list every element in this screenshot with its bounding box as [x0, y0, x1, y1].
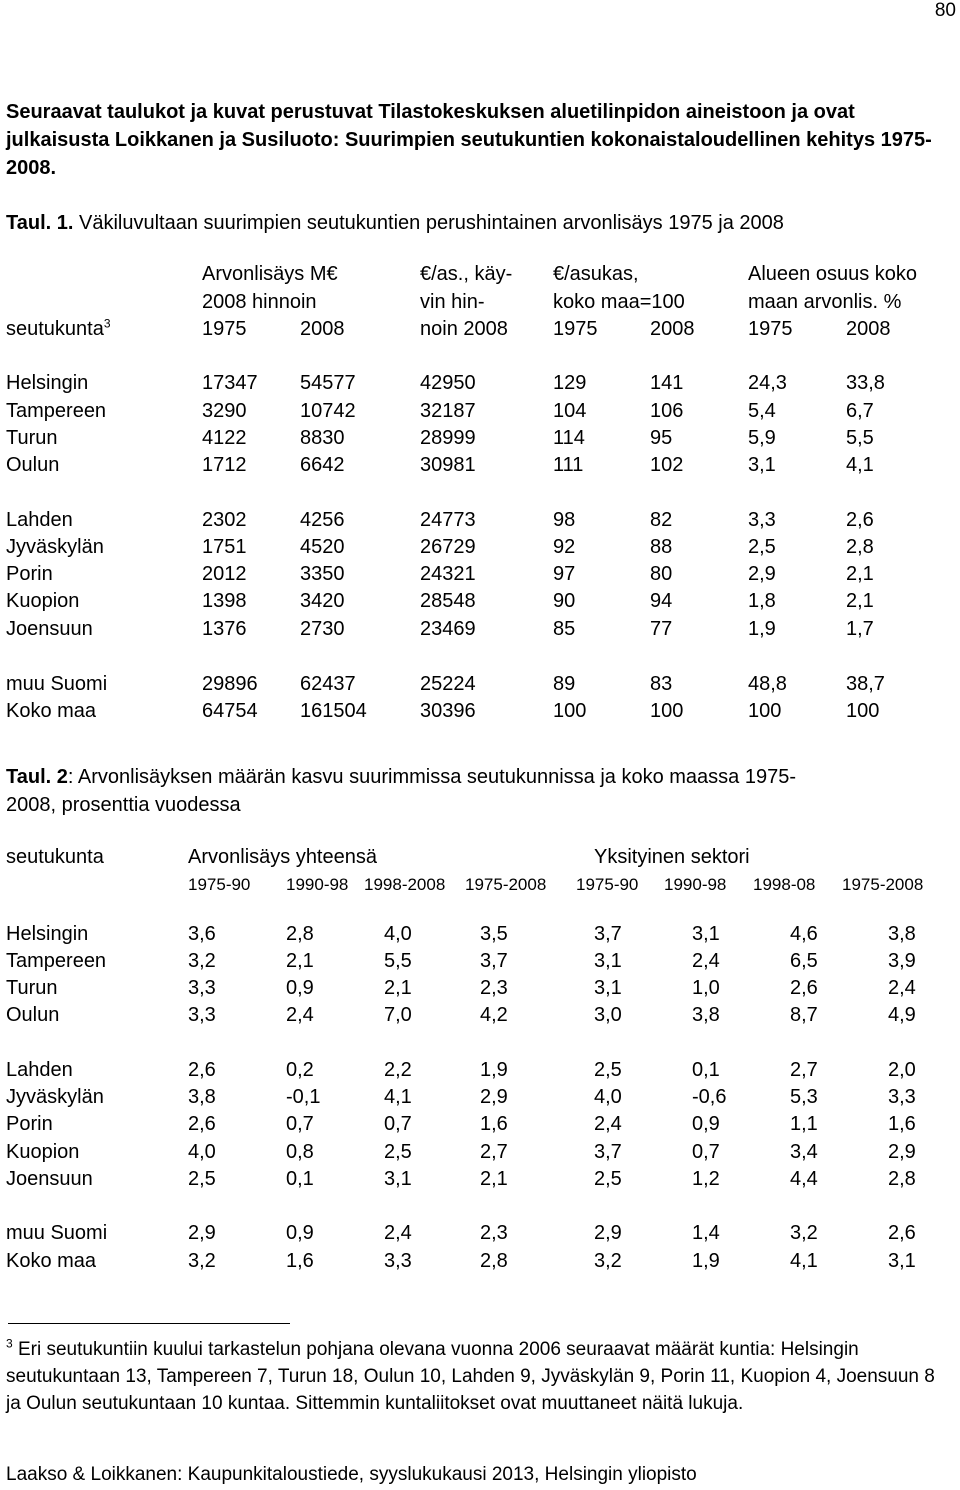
- t2-cell: 0,9: [286, 1222, 314, 1244]
- t1-cell: 4,1: [846, 454, 874, 476]
- t1-cell: 114: [553, 427, 585, 449]
- t1-cell: 129: [553, 372, 587, 394]
- t1-cell: 17347: [202, 372, 258, 394]
- t2-cell: 2,4: [384, 1222, 412, 1244]
- t2-cell: 2,3: [480, 977, 508, 999]
- t1-h-arvo-y2: 2008: [300, 318, 345, 340]
- t1-cell: 42950: [420, 372, 476, 394]
- t2-cell: 0,8: [286, 1141, 314, 1163]
- t1-row-label: Jyväskylän: [6, 536, 104, 558]
- t2-cell: 5,5: [384, 950, 412, 972]
- t1-h-as-2: vin hin-: [420, 291, 485, 313]
- t2-cell: 3,9: [888, 950, 916, 972]
- table2-caption-text: : Arvonlisäyksen määrän kasvu suurimmissa seutukunnissa ja koko maassa 1975-: [67, 766, 796, 788]
- t2-row-label: Porin: [6, 1113, 53, 1135]
- t1-cell: 1712: [202, 454, 247, 476]
- t2-cell: 2,6: [188, 1113, 216, 1135]
- t1-cell: 26729: [420, 536, 476, 558]
- t1-cell: 104: [553, 400, 587, 422]
- t2-cell: 4,0: [594, 1086, 622, 1108]
- t2-cell: 2,6: [188, 1059, 216, 1081]
- t2-cell: 2,6: [790, 977, 818, 999]
- t1-cell: 38,7: [846, 673, 885, 695]
- t2-cell: 3,3: [188, 1004, 216, 1026]
- t2-row-label: muu Suomi: [6, 1222, 108, 1244]
- t2-cell: 0,7: [384, 1113, 412, 1135]
- t1-cell: 24,3: [748, 372, 787, 394]
- t1-h-arvo-y1: 1975: [202, 318, 247, 340]
- t2-cell: 2,9: [594, 1222, 622, 1244]
- t2-cell: 2,9: [888, 1141, 916, 1163]
- t2-cell: 4,0: [384, 923, 412, 945]
- t1-cell: 1,9: [748, 618, 776, 640]
- t1-row-label: muu Suomi: [6, 673, 108, 695]
- t2-row-label: Kuopion: [6, 1141, 80, 1163]
- t2-cell: 2,5: [188, 1168, 216, 1190]
- t1-cell: 10742: [300, 400, 356, 422]
- t1-cell: 2,5: [748, 536, 776, 558]
- t1-cell: 1,7: [846, 618, 874, 640]
- t2-row-label: Oulun: [6, 1004, 60, 1026]
- t2-cell: 2,9: [188, 1222, 216, 1244]
- t2-cell: 3,7: [594, 923, 622, 945]
- t1-h-asukas-1: €/asukas,: [553, 263, 639, 285]
- t1-cell: 94: [650, 590, 673, 612]
- t1-cell: 25224: [420, 673, 476, 695]
- t2-cell: 2,7: [480, 1141, 508, 1163]
- t2-cell: 3,1: [384, 1168, 412, 1190]
- t1-h-as-3: noin 2008: [420, 318, 508, 340]
- t1-cell: 5,9: [748, 427, 776, 449]
- t2-row-label: Turun: [6, 977, 58, 999]
- t1-cell: 92: [553, 536, 576, 558]
- t1-cell: 2,1: [846, 563, 874, 585]
- t1-cell: 88: [650, 536, 673, 558]
- t2-period-label: 1998-08: [753, 875, 816, 894]
- t2-cell: 3,3: [384, 1250, 412, 1272]
- t1-row-label: Joensuun: [6, 618, 93, 640]
- t2-cell: 2,4: [286, 1004, 314, 1026]
- t2-cell: 1,6: [480, 1113, 508, 1135]
- table1-caption-text: Väkiluvultaan suurimpien seutukuntien perushintainen arvonlisäys 1975 ja 2008: [73, 212, 784, 234]
- t2-cell: 2,3: [480, 1222, 508, 1244]
- t2-h-group2: Yksityinen sektori: [594, 846, 750, 868]
- t1-cell: 24321: [420, 563, 476, 585]
- t2-cell: 3,2: [790, 1222, 818, 1244]
- t1-cell: 3290: [202, 400, 247, 422]
- t2-cell: 4,4: [790, 1168, 818, 1190]
- table2-caption-label: Taul. 2: [6, 766, 68, 788]
- t1-cell: 3,3: [748, 509, 776, 531]
- t1-cell: 80: [650, 563, 673, 585]
- t2-cell: 0,2: [286, 1059, 314, 1081]
- t1-cell: 1,8: [748, 590, 776, 612]
- t2-cell: 0,7: [692, 1141, 720, 1163]
- t1-cell: 100: [553, 700, 587, 722]
- t2-cell: 3,1: [594, 977, 622, 999]
- t1-cell: 1376: [202, 618, 247, 640]
- t2-cell: 3,8: [188, 1086, 216, 1108]
- t2-row-label: Lahden: [6, 1059, 73, 1081]
- t1-cell: 5,5: [846, 427, 874, 449]
- t2-cell: 2,1: [480, 1168, 508, 1190]
- t1-h-arvo-1: Arvonlisäys M€: [202, 263, 338, 285]
- t1-cell: 6,7: [846, 400, 874, 422]
- t2-cell: 2,8: [888, 1168, 916, 1190]
- t2-cell: 5,3: [790, 1086, 818, 1108]
- t2-period-label: 1990-98: [664, 875, 727, 894]
- t1-cell: 2730: [300, 618, 345, 640]
- t1-cell: 2,6: [846, 509, 874, 531]
- t2-cell: 1,1: [790, 1113, 818, 1135]
- t2-cell: 1,6: [888, 1113, 916, 1135]
- t2-row-label: Helsingin: [6, 923, 89, 945]
- t1-h-footnote-mark: 3: [103, 316, 111, 331]
- t1-cell: 100: [846, 700, 880, 722]
- t2-cell: 2,6: [888, 1222, 916, 1244]
- t2-cell: 6,5: [790, 950, 818, 972]
- t1-cell: 28999: [420, 427, 476, 449]
- t2-cell: 1,2: [692, 1168, 720, 1190]
- t1-row-label: Tampereen: [6, 400, 107, 422]
- t1-h-osuus-1: Alueen osuus koko: [748, 263, 918, 285]
- t1-cell: 2302: [202, 509, 247, 531]
- t1-cell: 85: [553, 618, 576, 640]
- t2-cell: 3,7: [594, 1141, 622, 1163]
- t2-cell: 0,9: [286, 977, 314, 999]
- t1-cell: 6642: [300, 454, 345, 476]
- t1-cell: 97: [553, 563, 576, 585]
- t2-cell: 3,5: [480, 923, 508, 945]
- t1-cell: 4520: [300, 536, 345, 558]
- t2-cell: 2,8: [480, 1250, 508, 1272]
- t2-cell: 3,8: [888, 923, 916, 945]
- t1-cell: 64754: [202, 700, 258, 722]
- t2-cell: 0,1: [692, 1059, 720, 1081]
- t1-cell: 2012: [202, 563, 247, 585]
- t1-cell: 48,8: [748, 673, 787, 695]
- t1-cell: 28548: [420, 590, 476, 612]
- t1-cell: 2,8: [846, 536, 874, 558]
- t2-cell: 1,9: [480, 1059, 508, 1081]
- t2-cell: 1,9: [692, 1250, 720, 1272]
- t2-cell: 3,3: [888, 1086, 916, 1108]
- t2-cell: 2,1: [384, 977, 412, 999]
- t2-cell: 3,1: [594, 950, 622, 972]
- table2-caption: [6, 763, 796, 791]
- t2-period-label: 1990-98: [286, 875, 349, 894]
- t1-cell: 95: [650, 427, 673, 449]
- t1-cell: 161504: [300, 700, 367, 722]
- t1-cell: 4256: [300, 509, 345, 531]
- source-line: Laakso & Loikkanen: Kaupunkitaloustiede, syyslukukausi 2013, Helsingin yliopisto: [6, 1464, 697, 1485]
- t2-cell: 4,2: [480, 1004, 508, 1026]
- t2-cell: 3,6: [188, 923, 216, 945]
- t1-cell: 5,4: [748, 400, 776, 422]
- t1-cell: 89: [553, 673, 576, 695]
- t2-cell: 4,9: [888, 1004, 916, 1026]
- t2-cell: 7,0: [384, 1004, 412, 1026]
- t2-cell: 1,0: [692, 977, 720, 999]
- t1-cell: 77: [650, 618, 673, 640]
- t2-cell: 8,7: [790, 1004, 818, 1026]
- t1-cell: 4122: [202, 427, 247, 449]
- t2-cell: 0,7: [286, 1113, 314, 1135]
- t1-row-label: Oulun: [6, 454, 60, 476]
- t2-row-label: Joensuun: [6, 1168, 93, 1190]
- footnote-mark: 3: [6, 1336, 13, 1351]
- t1-h-osuus-y1: 1975: [748, 318, 793, 340]
- t1-cell: 82: [650, 509, 673, 531]
- footnote-rule: [8, 1323, 290, 1324]
- t1-cell: 30396: [420, 700, 476, 722]
- t2-cell: 2,4: [692, 950, 720, 972]
- t1-cell: 2,1: [846, 590, 874, 612]
- t1-row-label: Kuopion: [6, 590, 80, 612]
- t2-cell: 3,1: [888, 1250, 916, 1272]
- footnote: [6, 1336, 952, 1417]
- t2-period-label: 1975-90: [188, 875, 251, 894]
- t2-cell: 1,4: [692, 1222, 720, 1244]
- t2-period-label: 1998-2008: [364, 875, 446, 894]
- t2-cell: 2,2: [384, 1059, 412, 1081]
- t1-cell: 3350: [300, 563, 345, 585]
- t2-h-row-label: seutukunta: [6, 846, 104, 868]
- t1-cell: 106: [650, 400, 684, 422]
- t2-cell: 3,2: [188, 1250, 216, 1272]
- t1-row-label: Koko maa: [6, 700, 97, 722]
- t1-cell: 1398: [202, 590, 247, 612]
- t2-cell: 2,4: [594, 1113, 622, 1135]
- t1-row-label: Porin: [6, 563, 53, 585]
- footnote-text: Eri seutukuntiin kuului tarkastelun pohjana olevana vuonna 2006 seuraavat määrät kuntia: Helsingin seutukuntaan 13, Tampereen 7, Turun 18, Oulun 10, Lahden 9, Jyväskylän 9, Porin 11, Kuopion 4, Joensuun 8 ja Oulun seutukuntaan 10 kuntaa. Sittemmin kuntaliitokset ovat muuttaneet näitä lukuja.: [6, 1339, 935, 1414]
- t1-row-label: Turun: [6, 427, 58, 449]
- t2-cell: 3,3: [188, 977, 216, 999]
- t1-h-as-1: €/as., käy-: [420, 263, 513, 285]
- t1-h-asukas-2: koko maa=100: [553, 291, 685, 313]
- t1-h-row-label: [6, 318, 111, 341]
- t2-h-group1: Arvonlisäys yhteensä: [188, 846, 377, 868]
- t1-cell: 24773: [420, 509, 476, 531]
- t1-cell: 2,9: [748, 563, 776, 585]
- t2-cell: 4,1: [384, 1086, 412, 1108]
- t1-cell: 141: [650, 372, 684, 394]
- t2-cell: 3,7: [480, 950, 508, 972]
- t1-cell: 111: [553, 454, 584, 476]
- page-number: 80: [934, 0, 956, 21]
- t1-cell: 3,1: [748, 454, 776, 476]
- t1-cell: 100: [748, 700, 782, 722]
- t2-cell: 1,6: [286, 1250, 314, 1272]
- t1-cell: 32187: [420, 400, 476, 422]
- t2-cell: 0,9: [692, 1113, 720, 1135]
- t2-period-label: 1975-2008: [465, 875, 547, 894]
- t2-row-label: Tampereen: [6, 950, 107, 972]
- t2-cell: 3,8: [692, 1004, 720, 1026]
- t2-cell: 2,8: [286, 923, 314, 945]
- t1-cell: 102: [650, 454, 684, 476]
- t1-cell: 83: [650, 673, 673, 695]
- t2-cell: 4,0: [188, 1141, 216, 1163]
- t2-cell: 3,0: [594, 1004, 622, 1026]
- t1-cell: 1751: [202, 536, 247, 558]
- t1-cell: 62437: [300, 673, 356, 695]
- t2-cell: 2,5: [384, 1141, 412, 1163]
- t1-h-arvo-2: 2008 hinnoin: [202, 291, 317, 313]
- t2-cell: 4,6: [790, 923, 818, 945]
- t1-cell: 98: [553, 509, 576, 531]
- t1-cell: 100: [650, 700, 684, 722]
- t1-h-row-label-text: seutukunta: [6, 318, 104, 340]
- t1-cell: 33,8: [846, 372, 885, 394]
- t1-row-label: Helsingin: [6, 372, 89, 394]
- t2-cell: 2,5: [594, 1168, 622, 1190]
- t2-cell: 0,1: [286, 1168, 314, 1190]
- t2-cell: 3,4: [790, 1141, 818, 1163]
- t2-period-label: 1975-2008: [842, 875, 924, 894]
- t2-cell: 2,7: [790, 1059, 818, 1081]
- t2-cell: 2,9: [480, 1086, 508, 1108]
- t2-period-label: 1975-90: [576, 875, 639, 894]
- table1-caption: [6, 209, 784, 237]
- t2-cell: 4,1: [790, 1250, 818, 1272]
- t1-h-osuus-2: maan arvonlis. %: [748, 291, 902, 313]
- t2-cell: 3,2: [188, 950, 216, 972]
- t1-cell: 8830: [300, 427, 345, 449]
- t1-h-asukas-y1: 1975: [553, 318, 598, 340]
- t2-cell: 3,2: [594, 1250, 622, 1272]
- t2-cell: -0,6: [692, 1086, 727, 1108]
- t2-row-label: Koko maa: [6, 1250, 97, 1272]
- t1-cell: 29896: [202, 673, 258, 695]
- t2-cell: 3,1: [692, 923, 720, 945]
- t2-row-label: Jyväskylän: [6, 1086, 104, 1108]
- t2-cell: 2,4: [888, 977, 916, 999]
- t2-cell: 2,5: [594, 1059, 622, 1081]
- t1-row-label: Lahden: [6, 509, 73, 531]
- t1-cell: 3420: [300, 590, 345, 612]
- t1-cell: 23469: [420, 618, 476, 640]
- t1-cell: 90: [553, 590, 576, 612]
- intro-paragraph: Seuraavat taulukot ja kuvat perustuvat Tilastokeskuksen aluetilinpidon aineistoon ja ovat julkaisusta Loikkanen ja Susiluoto: Suurimpien seutukuntien kokonaistaloudellinen kehitys 1975-2008.: [6, 101, 932, 179]
- table1-caption-label: Taul. 1.: [6, 212, 74, 234]
- t1-h-asukas-y2: 2008: [650, 318, 695, 340]
- t2-cell: 2,0: [888, 1059, 916, 1081]
- t1-h-osuus-y2: 2008: [846, 318, 891, 340]
- t1-cell: 30981: [420, 454, 476, 476]
- t2-cell: -0,1: [286, 1086, 321, 1108]
- t2-cell: 2,1: [286, 950, 314, 972]
- table2-caption-line2: 2008, prosenttia vuodessa: [6, 794, 241, 816]
- t1-cell: 54577: [300, 372, 356, 394]
